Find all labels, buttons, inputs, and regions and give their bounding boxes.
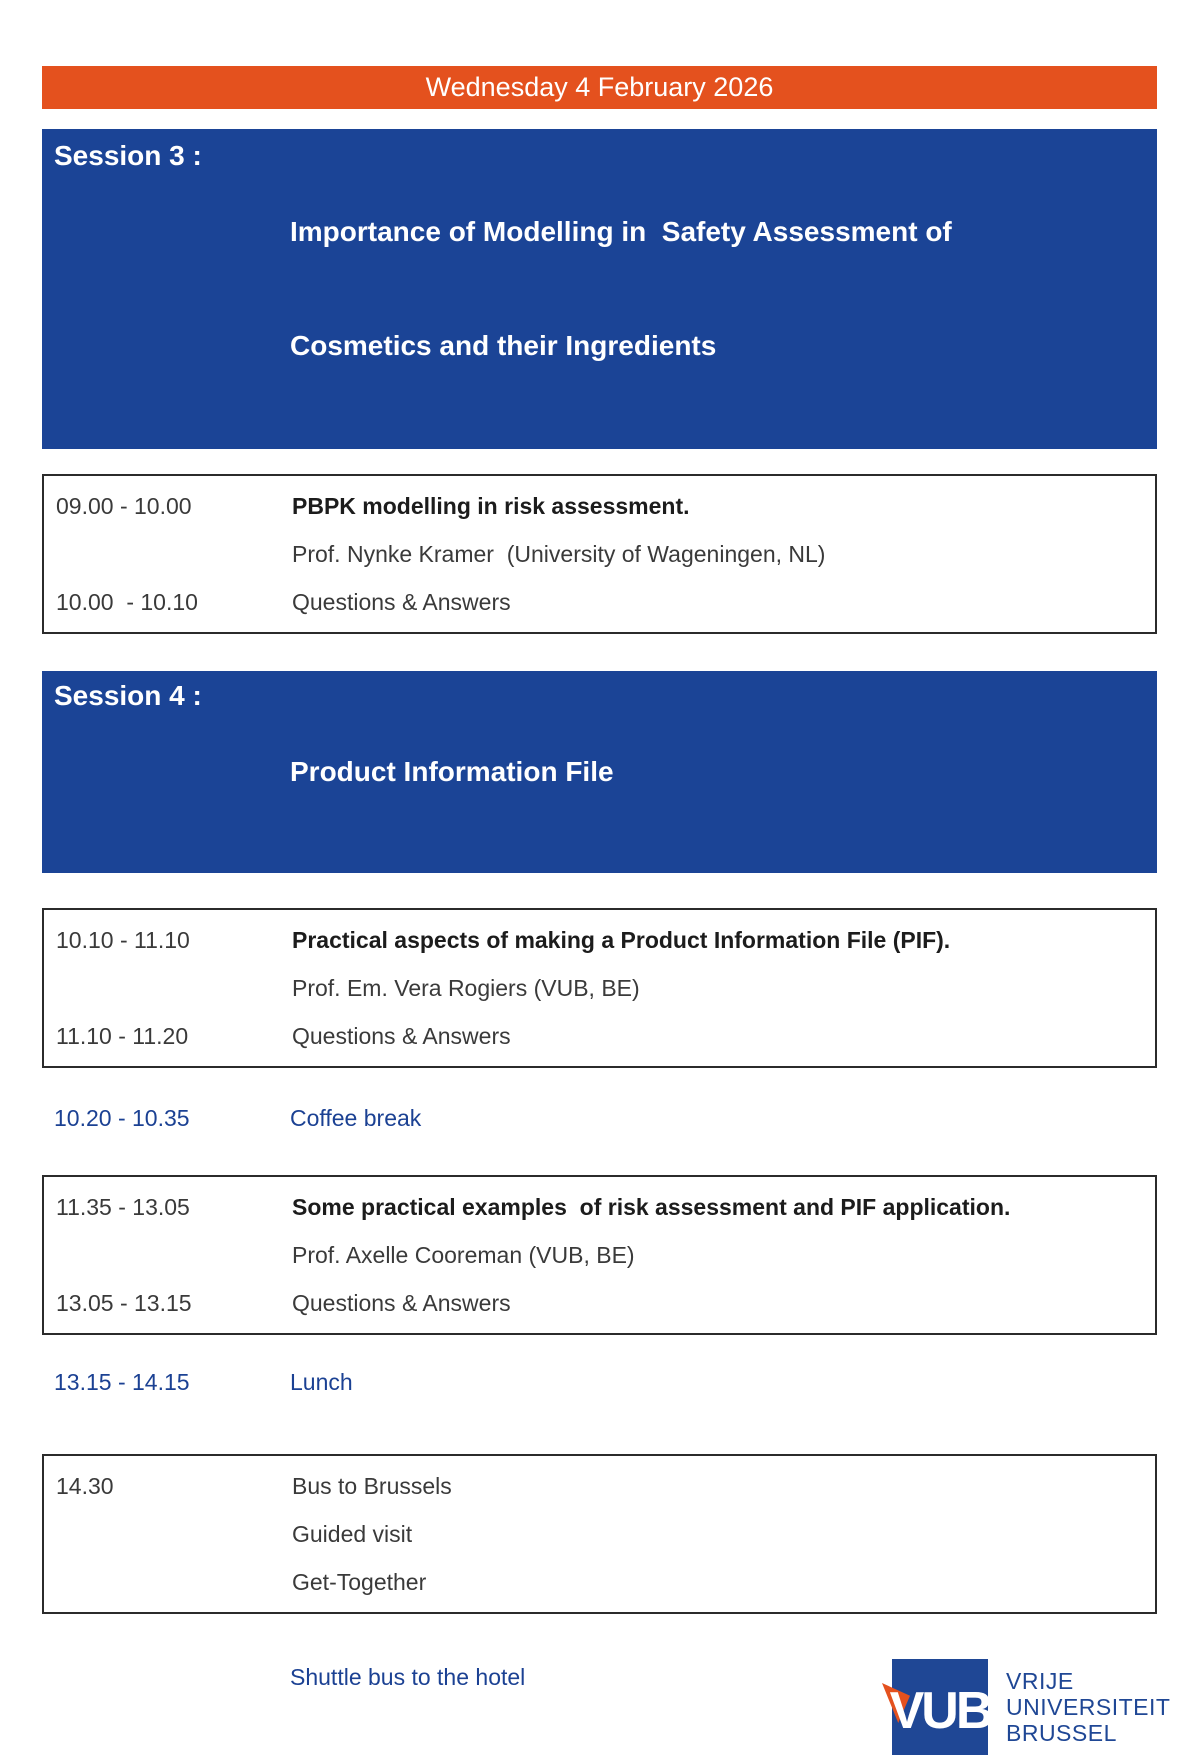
time-cell: 11.10 - 11.20 [56,1023,189,1049]
examples-table [42,1175,1157,1335]
time-cell [44,1231,292,1279]
table-row [44,916,1155,964]
session-4-header [42,671,1157,873]
qa-label: Questions & Answers [292,1023,511,1049]
qa-label: Questions & Answers [292,589,511,615]
time-cell: 14.30 [56,1473,114,1499]
session-4-title [290,677,1157,867]
date-header-text: Wednesday 4 February 2026 [425,72,774,102]
table-row [44,578,1155,626]
table-row [44,1279,1155,1327]
session-3-label: Session 3 : [54,140,202,171]
break-label: Coffee break [290,1105,422,1131]
lunch-line [42,1357,1157,1407]
session-4-title-line1: Product Information File [290,756,614,787]
table-row [44,1462,1155,1510]
time-cell: 10.10 - 11.10 [56,927,190,953]
session-3-title-line2: Cosmetics and their Ingredients [290,330,717,361]
table-row [44,1231,1155,1279]
session-3-title [290,137,1157,441]
break-label: Lunch [290,1369,353,1395]
time-cell: 10.20 - 10.35 [54,1105,190,1131]
break-label: Shuttle bus to the hotel [290,1664,526,1690]
speaker: Prof. Nynke Kramer (University of Wageningen, NL) [292,541,826,567]
vub-logo-mark [889,1659,991,1755]
session-3-header [42,129,1157,449]
event-title: PBPK modelling in risk assessment. [292,493,690,519]
speaker: Prof. Axelle Cooreman (VUB, BE) [292,1242,635,1268]
speaker: Prof. Em. Vera Rogiers (VUB, BE) [292,975,640,1001]
time-cell [44,530,292,578]
table-row [44,482,1155,530]
event-title: Practical aspects of making a Product Information File (PIF). [292,927,951,953]
excursion-table [42,1454,1157,1614]
time-cell: 13.05 - 13.15 [56,1290,192,1316]
qa-label: Questions & Answers [292,1290,511,1316]
table-row [44,1510,1155,1558]
table-row [44,1183,1155,1231]
vub-logo-wordmark [1006,1668,1170,1746]
coffee-break-line [42,1093,1157,1143]
time-cell: 09.00 - 10.00 [56,493,192,519]
event-title: Get-Together [292,1569,427,1595]
event-title: Guided visit [292,1521,413,1547]
session-3-title-line1: Importance of Modelling in Safety Assessment of [290,216,952,247]
time-cell [42,1652,290,1702]
table-row [44,530,1155,578]
time-cell: 10.00 - 10.10 [56,589,198,615]
vub-logo-letters: VUB [889,1682,991,1740]
vub-logo [889,1659,1171,1755]
time-cell: 13.15 - 14.15 [54,1369,190,1395]
event-title: Bus to Brussels [292,1473,452,1499]
event-title: Some practical examples of risk assessment and PIF application. [292,1194,1011,1220]
session-4-label: Session 4 : [54,680,202,711]
time-cell [44,1510,292,1558]
time-cell [44,1558,292,1606]
vub-wordmark-line3: BRUSSEL [1006,1720,1117,1746]
table-row [44,1012,1155,1060]
table-row [44,964,1155,1012]
vub-wordmark-line1: VRIJE [1006,1668,1074,1694]
session-3-table [42,474,1157,634]
date-header [42,66,1157,109]
time-cell: 11.35 - 13.05 [56,1194,190,1220]
schedule-content [42,0,1157,1702]
session-4-table [42,908,1157,1068]
table-row [44,1558,1155,1606]
vub-wordmark-line2: UNIVERSITEIT [1006,1694,1171,1720]
time-cell [44,964,292,1012]
